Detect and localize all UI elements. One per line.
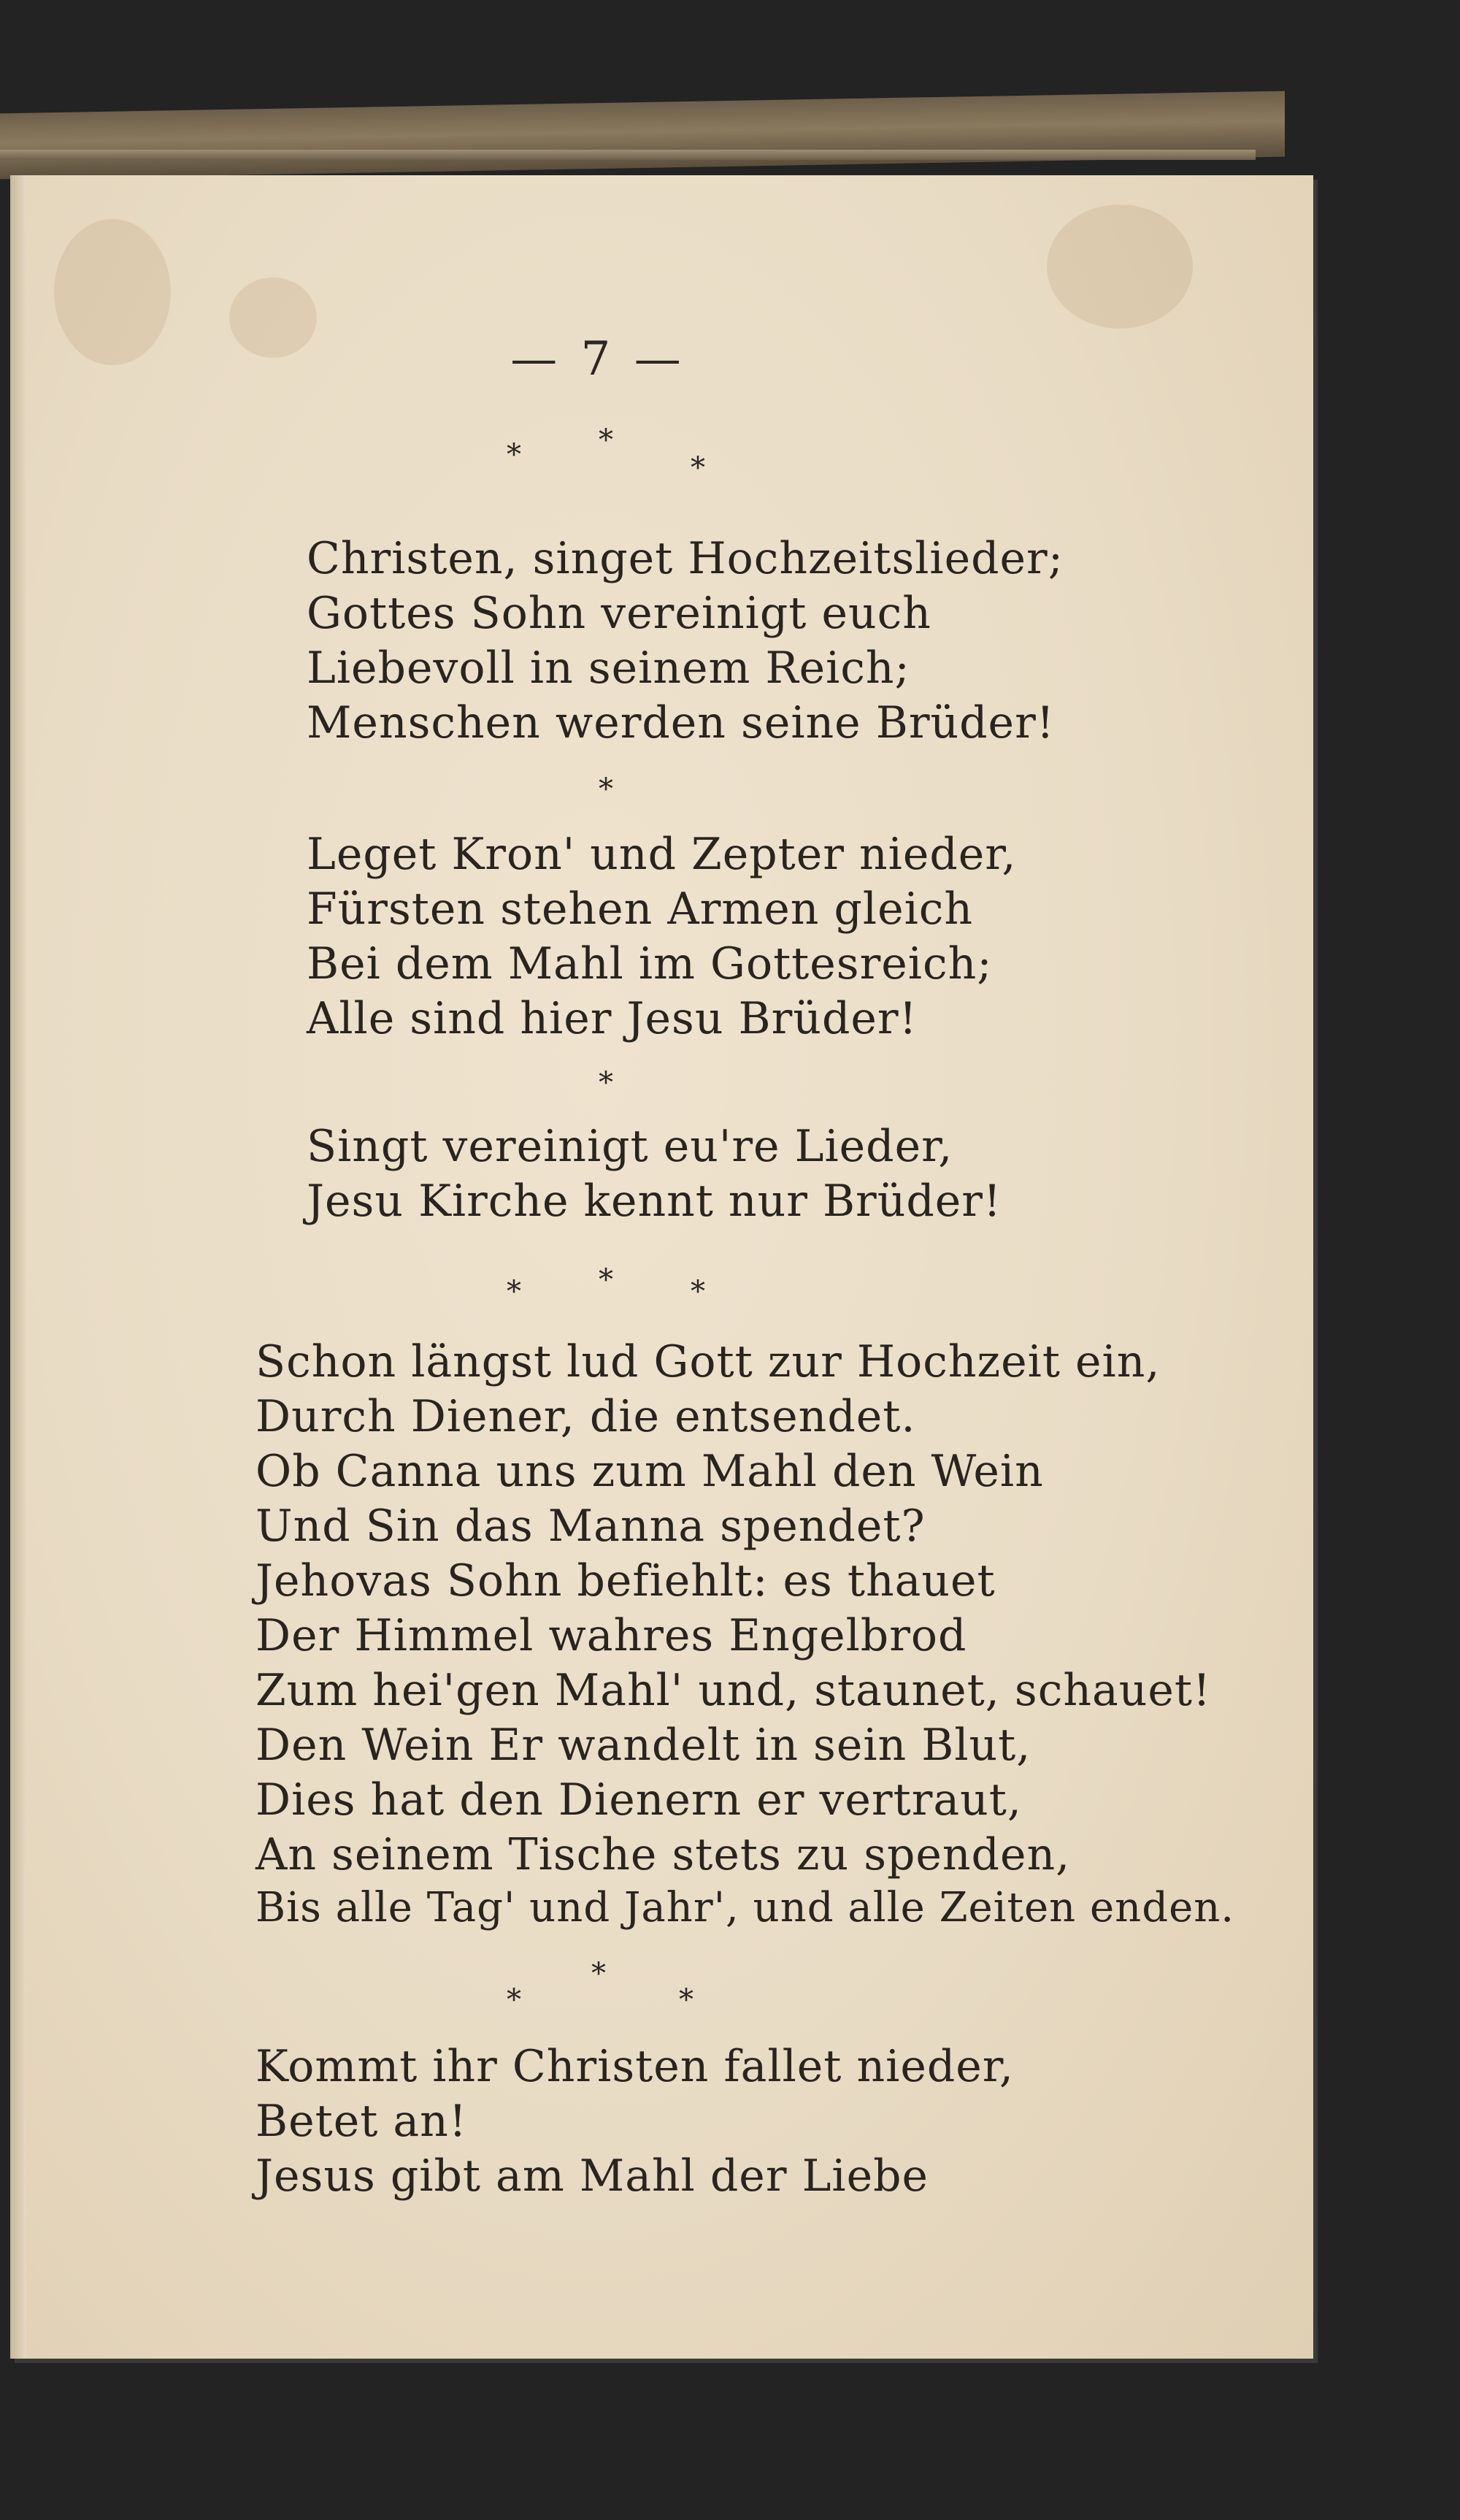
verse-line: Durch Diener, die entsendet. [256, 1391, 916, 1442]
book-top-edge [0, 91, 1285, 180]
ornament-star: * [599, 1066, 613, 1100]
verse-line: Alle sind hier Jesu Brüder! [307, 993, 918, 1044]
verse-line: Dies hat den Dienern er vertraut, [256, 1774, 1022, 1826]
ornament-star: * [599, 424, 613, 457]
book-page [10, 175, 1313, 2359]
verse-line: Gottes Sohn vereinigt euch [307, 588, 931, 639]
book-page-edges [0, 150, 1256, 160]
ornament-star: * [591, 1957, 606, 1991]
verse-line: Menschen werden seine Brüder! [307, 697, 1055, 748]
ornament-star: * [507, 1983, 521, 2017]
verse-line: Zum hei'gen Mahl' und, staunet, schauet! [256, 1665, 1212, 1716]
ornament-star: * [691, 1275, 705, 1309]
paper-stain [1047, 204, 1193, 329]
ornament-star: * [691, 451, 705, 485]
verse-line: Liebevoll in seinem Reich; [307, 643, 910, 694]
ornament-star: * [507, 438, 521, 472]
verse-line: Leget Kron' und Zepter nieder, [307, 829, 1017, 880]
verse-line: Betet an! [256, 2096, 467, 2147]
verse-line: Bei dem Mahl im Gottesreich; [307, 938, 993, 989]
ornament-star: * [679, 1983, 694, 2017]
ornament-star: * [507, 1275, 521, 1309]
verse-line: Bis alle Tag' und Jahr', und alle Zeiten enden. [256, 1884, 1235, 1931]
page-number: — 7 — [510, 332, 685, 386]
verse-line: Jehovas Sohn befiehlt: es thauet [256, 1555, 996, 1606]
verse-line: Und Sin das Manna spendet? [256, 1501, 926, 1552]
verse-line: Kommt ihr Christen fallet nieder, [256, 2041, 1014, 2092]
verse-line: Jesus gibt am Mahl der Liebe [256, 2151, 929, 2202]
verse-line: Fürsten stehen Armen gleich [307, 884, 974, 935]
verse-line: Christen, singet Hochzeitslieder; [307, 533, 1064, 584]
verse-line: Jesu Kirche kennt nur Brüder! [307, 1176, 1002, 1227]
verse-line: Ob Canna uns zum Mahl den Wein [256, 1446, 1044, 1497]
ornament-star: * [599, 773, 613, 806]
verse-line: Schon längst lud Gott zur Hochzeit ein, [256, 1336, 1161, 1387]
page-gutter [10, 175, 26, 2359]
verse-line: Der Himmel wahres Engelbrod [256, 1610, 967, 1661]
verse-line: Den Wein Er wandelt in sein Blut, [256, 1720, 1031, 1771]
ornament-star: * [599, 1263, 613, 1297]
verse-line: An seinem Tische stets zu spenden, [256, 1829, 1071, 1880]
verse-line: Singt vereinigt eu're Lieder, [307, 1121, 953, 1172]
